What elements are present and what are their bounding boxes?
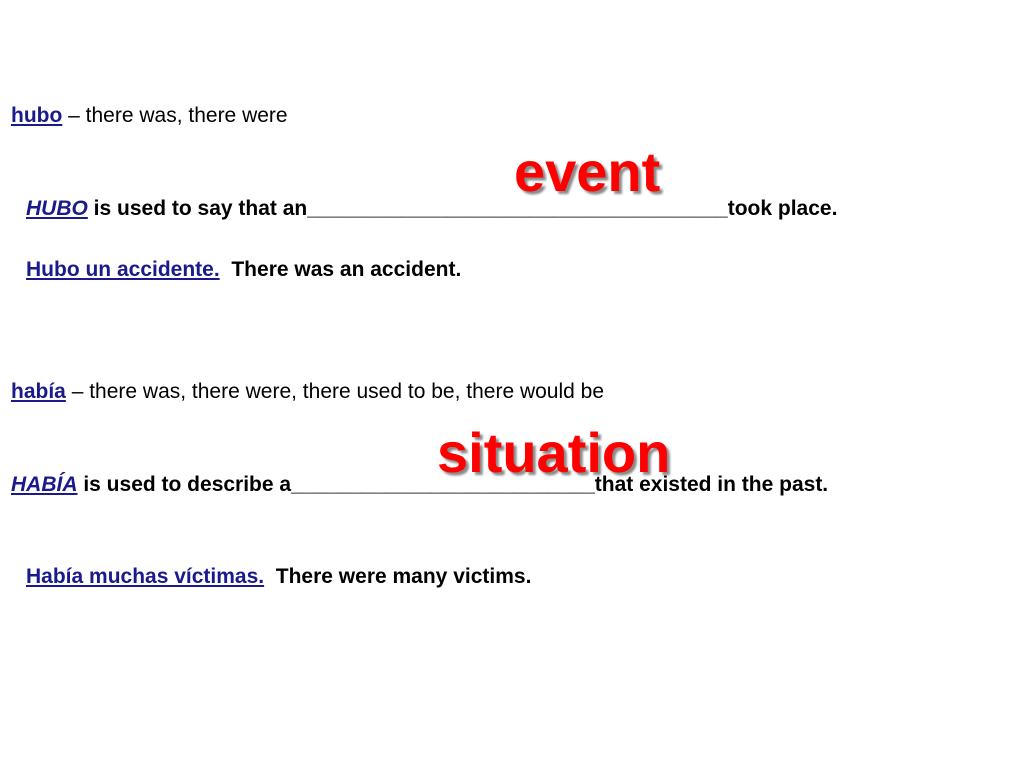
hubo-rule-line	[26, 197, 837, 221]
hubo-example-english: There was an accident.	[231, 258, 462, 281]
habia-definition: – there was, there were, there used to be, there would be	[65, 380, 605, 403]
habia-example-line	[26, 565, 531, 589]
hubo-rule-after: took place.	[727, 197, 838, 220]
hubo-rule-before: is used to say that an	[87, 197, 308, 220]
habia-rule-blank: __________________________	[291, 473, 595, 496]
habia-rule-after: that existed in the past.	[594, 473, 829, 496]
habia-definition-line	[11, 380, 604, 404]
habia-rule-line	[11, 473, 828, 497]
hubo-term: hubo	[11, 104, 63, 127]
habia-term: había	[11, 380, 66, 403]
habia-rule-term: HABÍA	[11, 473, 78, 496]
hubo-definition: – there was, there were	[62, 104, 288, 127]
habia-answer-situation: situation	[437, 421, 671, 484]
hubo-rule-term: HUBO	[26, 197, 88, 220]
habia-rule-before: is used to describe a	[77, 473, 292, 496]
hubo-rule-blank: ____________________________________	[307, 197, 728, 220]
hubo-answer-event: event	[514, 140, 661, 203]
hubo-example-line	[26, 258, 461, 282]
habia-example-english: There were many victims.	[275, 565, 532, 588]
hubo-definition-line	[11, 104, 288, 128]
habia-example-spanish: Había muchas víctimas.	[26, 565, 265, 588]
hubo-example-spanish: Hubo un accidente.	[26, 258, 220, 281]
